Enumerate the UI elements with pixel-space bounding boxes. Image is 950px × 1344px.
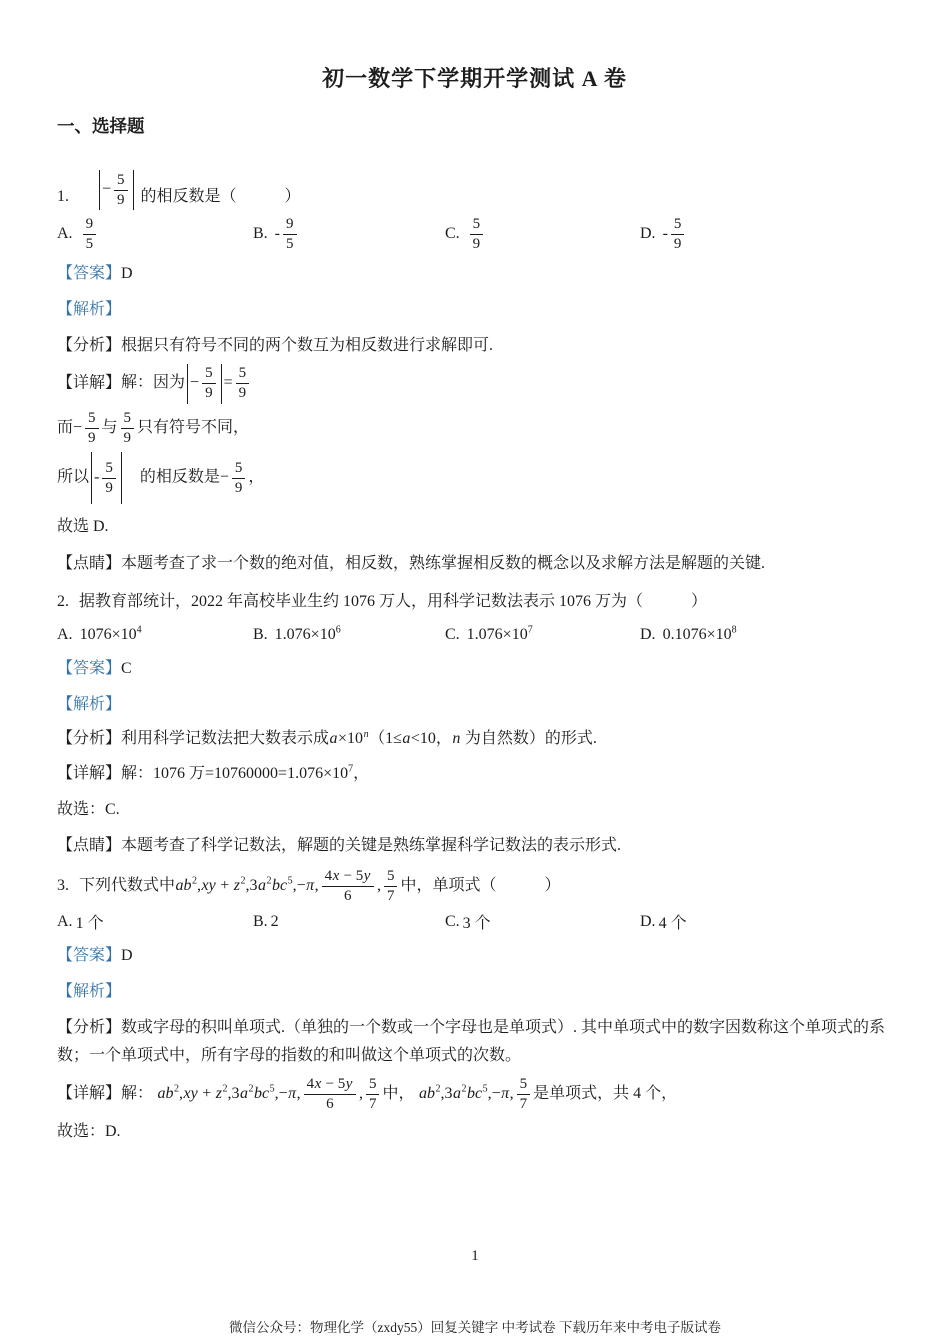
q3-conclusion: 故选：D.: [57, 1122, 121, 1140]
q3-xiangjie-line: [57, 1076, 892, 1113]
page-number: 1: [471, 1248, 479, 1264]
q3-option-b-label: B.: [253, 912, 268, 930]
q3-option-a-value: 1 个: [75, 915, 104, 933]
answer-label: 【答案】: [57, 659, 122, 677]
q1-fenxi-line: [57, 335, 892, 357]
q1-options: [57, 216, 892, 253]
fenxi-label: 【分析】: [57, 1019, 122, 1037]
q3-number: 3.: [57, 876, 69, 894]
xiangjie-label: 【详解】: [57, 1085, 122, 1103]
xiangjie-label: 【详解】: [57, 764, 122, 782]
q2-option-b: [253, 626, 445, 644]
jiexi-label: 【解析】: [57, 695, 122, 713]
q3-option-b-value: 2: [270, 912, 279, 930]
q1-xiangjie-formula: 解：因为 − $\frac{5}{9}$ = $\frac{5}{9}$: [121, 374, 252, 391]
q2-option-d: [640, 626, 892, 644]
q1-option-a: [57, 216, 253, 253]
jiexi-label: 【解析】: [57, 300, 122, 318]
q2-option-c-label: C.: [445, 625, 460, 643]
q2-xiangjie-line: [57, 763, 892, 785]
q1-detail-line2: 而− $\frac{5}{9}$ 与 $\frac{5}{9}$ 只有符号不同，: [57, 409, 250, 446]
q3-option-c: [445, 910, 640, 933]
section-heading: 一、选择题: [57, 116, 145, 136]
q2-options: [57, 626, 892, 644]
q1-option-b-label: B.: [253, 225, 268, 243]
answer-label: 【答案】: [57, 947, 122, 965]
q3-option-b: [253, 913, 445, 931]
q2-conclusion: 故选：C.: [57, 801, 120, 819]
q2-xiangjie-formula: 解：1076 万$=10760000=1.076\times 10^7$，: [121, 763, 370, 782]
q1-option-b: [253, 216, 445, 253]
q3-option-a-label: A.: [57, 912, 73, 930]
fenxi-label: 【分析】: [57, 730, 122, 748]
q3-stem-formula: 下列代数式中$ab^2,xy + z^2,3a^2bc^5,-\pi$, $\frac{4x - 5y}{6}$ , $\frac{5}{7}$ 中，单项式（ ）: [79, 867, 561, 904]
q1-option-c: [445, 216, 640, 253]
q1-option-d-value: - $\frac{5}{9}$: [663, 216, 688, 253]
q2-option-c: [445, 626, 640, 644]
q1-option-d: [640, 216, 892, 253]
doc-title: 初一数学下学期开学测试 A 卷: [322, 66, 627, 91]
q1-option-c-value: $\frac{5}{9}$: [467, 216, 487, 253]
q3-option-c-value: 3 个: [462, 915, 491, 933]
q3-stem: [57, 868, 892, 905]
q2-option-a-value: $1076\times 10^4$: [79, 624, 142, 643]
q3-option-d-value: 4 个: [658, 915, 687, 933]
q2-fenxi-line: [57, 728, 892, 750]
q3-answer-line: [57, 945, 892, 967]
q1-stem: [57, 154, 892, 210]
q1-option-a-value: $\frac{9}{5}$: [80, 216, 100, 253]
q1-option-b-value: - $\frac{9}{5}$: [275, 216, 300, 253]
q2-option-c-value: $1.076\times 10^7$: [466, 624, 533, 643]
q3-answer-value: D: [121, 947, 133, 965]
q1-number: 1.: [57, 187, 69, 205]
q1-option-a-label: A.: [57, 225, 73, 243]
q3-fenxi-text: 数或字母的积叫单项式.（单独的一个数或一个字母也是单项式）. 其中单项式中的数字因数称这个单项式的系数；一个单项式中，所有字母的指数的和叫做这个单项式的次数。: [57, 1019, 886, 1065]
q2-dianjing-text: 本题考查了科学记数法，解题的关键是熟练掌握科学记数法的表示形式.: [121, 837, 622, 855]
q2-stem-text: 据教育部统计，2022 年高校毕业生约 1076 万人，用科学记数法表示 1076 万为（ ）: [79, 593, 708, 611]
q1-option-d-label: D.: [640, 225, 656, 243]
q3-fenxi-line: [57, 1014, 892, 1070]
q2-option-d-value: $0.1076\times 10^8$: [662, 624, 737, 643]
q1-answer-value: D: [121, 264, 133, 282]
q2-dianjing-line: [57, 835, 892, 857]
q1-xiangjie-line: [57, 364, 892, 404]
answer-label: 【答案】: [57, 264, 122, 282]
q2-jiexi-line: [57, 694, 892, 716]
q1-option-c-label: C.: [445, 225, 460, 243]
q2-answer-line: [57, 658, 892, 680]
q2-answer-value: C: [121, 659, 132, 677]
q2-fenxi-formula: 利用科学记数法把大数表示成$a\times 10^n(1\le a<10$，n 为自然数）的形式.: [121, 728, 597, 748]
dianjing-label: 【点睛】: [57, 837, 122, 855]
q1-detail-line3: 所以 - $\frac{5}{9}$ 的相反数是− $\frac{5}{9}$ ，: [57, 452, 892, 504]
q2-option-d-label: D.: [640, 625, 656, 643]
q1-jiexi-line: [57, 299, 892, 321]
footer-text: 微信公众号：物理化学（zxdy55）回复关键字 中考试卷 下载历年来中考电子版试卷: [229, 1320, 721, 1335]
q3-options: [57, 910, 892, 933]
q1-stem-formula: − $\frac{5}{9}$: [97, 170, 136, 210]
q1-dianjing-text: 本题考查了求一个数的绝对值，相反数，熟练掌握相反数的概念以及求解方法是解题的关键.: [121, 554, 766, 572]
dianjing-label: 【点睛】: [57, 554, 122, 572]
xiangjie-label: 【详解】: [57, 374, 122, 392]
q2-option-b-value: $1.076\times 10^6$: [274, 624, 341, 643]
fenxi-label: 【分析】: [57, 337, 122, 355]
q2-stem: [57, 591, 892, 613]
q3-jiexi-line: [57, 981, 892, 1003]
q1-dianjing-line: [57, 553, 892, 575]
q3-xiangjie-formula: 解： $ab^2,xy + z^2,3a^2bc^5,-\pi$, $\frac{4x - 5y}{6}$ , $\frac{5}{7}$ 中， $ab^2,3a^2bc^5,-\pi$, $\frac{5}{7}$ 是单项式，共 4 个，: [121, 1076, 678, 1113]
q1-fenxi-text: 根据只有符号不同的两个数互为相反数进行求解即可.: [121, 337, 494, 355]
jiexi-label: 【解析】: [57, 982, 122, 1000]
q2-number: 2.: [57, 593, 69, 611]
q1-stem-text: 的相反数是（ ）: [140, 187, 301, 205]
q3-option-a: [57, 910, 253, 933]
q1-answer-line: [57, 263, 892, 285]
q2-option-a-label: A.: [57, 625, 73, 643]
q3-option-d: [640, 910, 892, 933]
q2-option-b-label: B.: [253, 625, 268, 643]
q2-option-a: [57, 626, 253, 644]
q1-conclusion: 故选 D.: [57, 518, 109, 536]
q3-option-d-label: D.: [640, 912, 656, 930]
q3-option-c-label: C.: [445, 912, 460, 930]
